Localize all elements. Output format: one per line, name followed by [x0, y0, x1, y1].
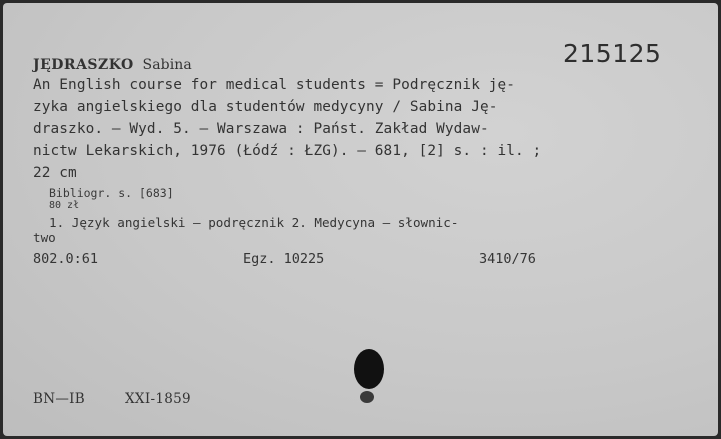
author-given-name: Sabina — [142, 57, 192, 73]
footer-publisher: BN—IB — [33, 391, 85, 407]
author-surname: JĘDRASZKO — [33, 57, 134, 73]
price: 80 zł — [49, 200, 80, 211]
catalog-card — [3, 3, 718, 436]
description-line-2: zyka angielskiego dla studentów medycyny / Sabina Ję- — [33, 99, 498, 115]
bibliography-note: Bibliogr. s. [683] — [49, 186, 174, 200]
author-line — [33, 57, 192, 73]
description-line-5: 22 cm — [33, 165, 77, 181]
footer-code: XXI-1859 — [125, 391, 191, 407]
copy-number: Egz. 10225 — [243, 251, 325, 267]
description-line-1: An English course for medical students = Podręcznik ję- — [33, 77, 516, 93]
description-line-4: nictw Lekarskich, 1976 (Łódź : ŁZG). – 681, [2] s. : il. ; — [33, 143, 542, 159]
description-line-3: draszko. – Wyd. 5. – Warszawa : Państ. Zakład Wydaw- — [33, 121, 489, 137]
registry-number: 3410/76 — [479, 251, 536, 267]
punch-hole-small — [360, 391, 374, 403]
handwritten-catalog-number: 215125 — [563, 39, 662, 68]
udc-classification: 802.0:61 — [33, 251, 99, 267]
punch-hole — [354, 349, 384, 389]
subjects-line-1: 1. Język angielski – podręcznik 2. Medycyna – słownic- — [49, 215, 459, 230]
subjects-line-2: two — [33, 230, 56, 245]
